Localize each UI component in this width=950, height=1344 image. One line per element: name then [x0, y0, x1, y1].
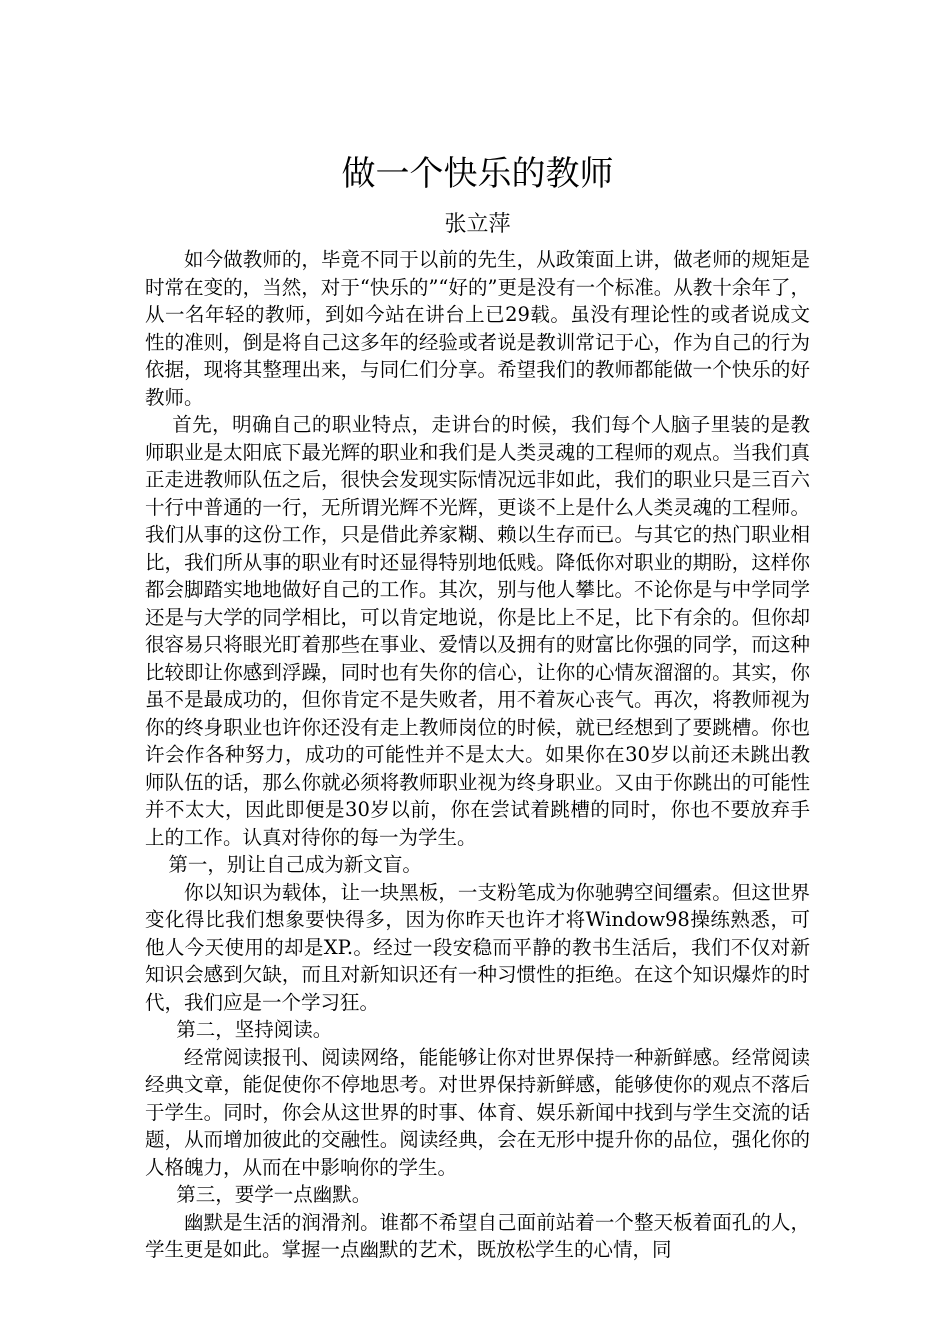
section-heading-1: 第一，别让自己成为新文盲。	[168, 853, 422, 876]
document-title: 做一个快乐的教师	[341, 154, 614, 194]
section-body-1: 你以知识为载体，让一块黑板，一支粉笔成为你驰骋空间缰索。但这世界变化得比我们想象要快得多，因为你昨天也许才将Window98操练熟悉，可他人今天使用的却是XP.。经过一段安稳而平静的教书生活后，我们不仅对新知识会感到欠缺，而且对新知识还有一种习惯性的拒绝。在这个知识爆炸的时代，我们应是一个学习狂。	[145, 880, 810, 1014]
section-body-2: 经常阅读报刊、阅读网络，能能够让你对世界保持一种新鲜感。经常阅读经典文章，能促使你不停地思考。对世界保持新鲜感，能够使你的观点不落后于学生。同时，你会从这世界的时事、体育、娱乐新闻中找到与学生交流的话题，从而增加彼此的交融性。阅读经典，会在无形中提升你的品位，强化你的人格魄力，从而在中影响你的学生。	[145, 1045, 810, 1179]
document-page	[145, 150, 810, 1264]
intro-paragraph: 如今做教师的，毕竟不同于以前的先生，从政策面上讲，做老师的规矩是时常在变的，当然，对于“快乐的”“好的”更是没有一个标准。从教十余年了，从一名年轻的教师，到如今站在讲台上已29载。虽没有理论性的或者说成文性的准则，倒是将自己这多年的经验或者说是教训常记于心，作为自己的行为依据，现将其整理出来，与同仁们分享。希望我们的教师都能做一个快乐的好教师。	[145, 248, 810, 409]
section-heading-2: 第二，坚持阅读。	[176, 1018, 333, 1041]
author-name: 张立萍	[444, 212, 511, 237]
section-heading-3: 第三，要学一点幽默。	[176, 1183, 372, 1206]
body-paragraph: 首先，明确自己的职业特点，走讲台的时候，我们每个人脑子里装的是教师职业是太阳底下最光辉的职业和我们是人类灵魂的工程师的观点。当我们真正走进教师队伍之后，很快会发现实际情况远非如此，我们的职业只是三百六十行中普通的一行，无所谓光辉不光辉，更谈不上是什么人类灵魂的工程师。我们从事的这份工作，只是借此养家糊、赖以生存而已。与其它的热门职业相比，我们所从事的职业有时还显得特别地低贱。降低你对职业的期盼，这样你都会脚踏实地地做好自己的工作。其次，别与他人攀比。不论你是与中学同学还是与大学的同学相比，可以肯定地说，你是比上不足，比下有余的。但你却很容易只将眼光盯着那些在事业、爱情以及拥有的财富比你强的同学，而这种比较即让你感到浮躁，同时也有失你的信心，让你的心情灰溜溜的。其实，你虽不是最成功的，但你肯定不是失败者，用不着灰心丧气。再次，将教师视为你的终身职业也许你还没有走上教师岗位的时候，就已经想到了要跳槽。你也许会作各种努力，成功的可能性并不是太大。如果你在30岁以前还未跳出教师队伍的话，那么你就必须将教师职业视为终身职业。又由于你跳出的可能性并不太大，因此即便是30岁以前，你在尝试着跳槽的同时，你也不要放弃手上的工作。认真对待你的每一为学生。	[145, 413, 810, 849]
section-body-3: 幽默是生活的润滑剂。谁都不希望自己面前站着一个整天板着面孔的人，学生更是如此。掌握一点幽默的艺术，既放松学生的心情，同	[145, 1210, 810, 1261]
